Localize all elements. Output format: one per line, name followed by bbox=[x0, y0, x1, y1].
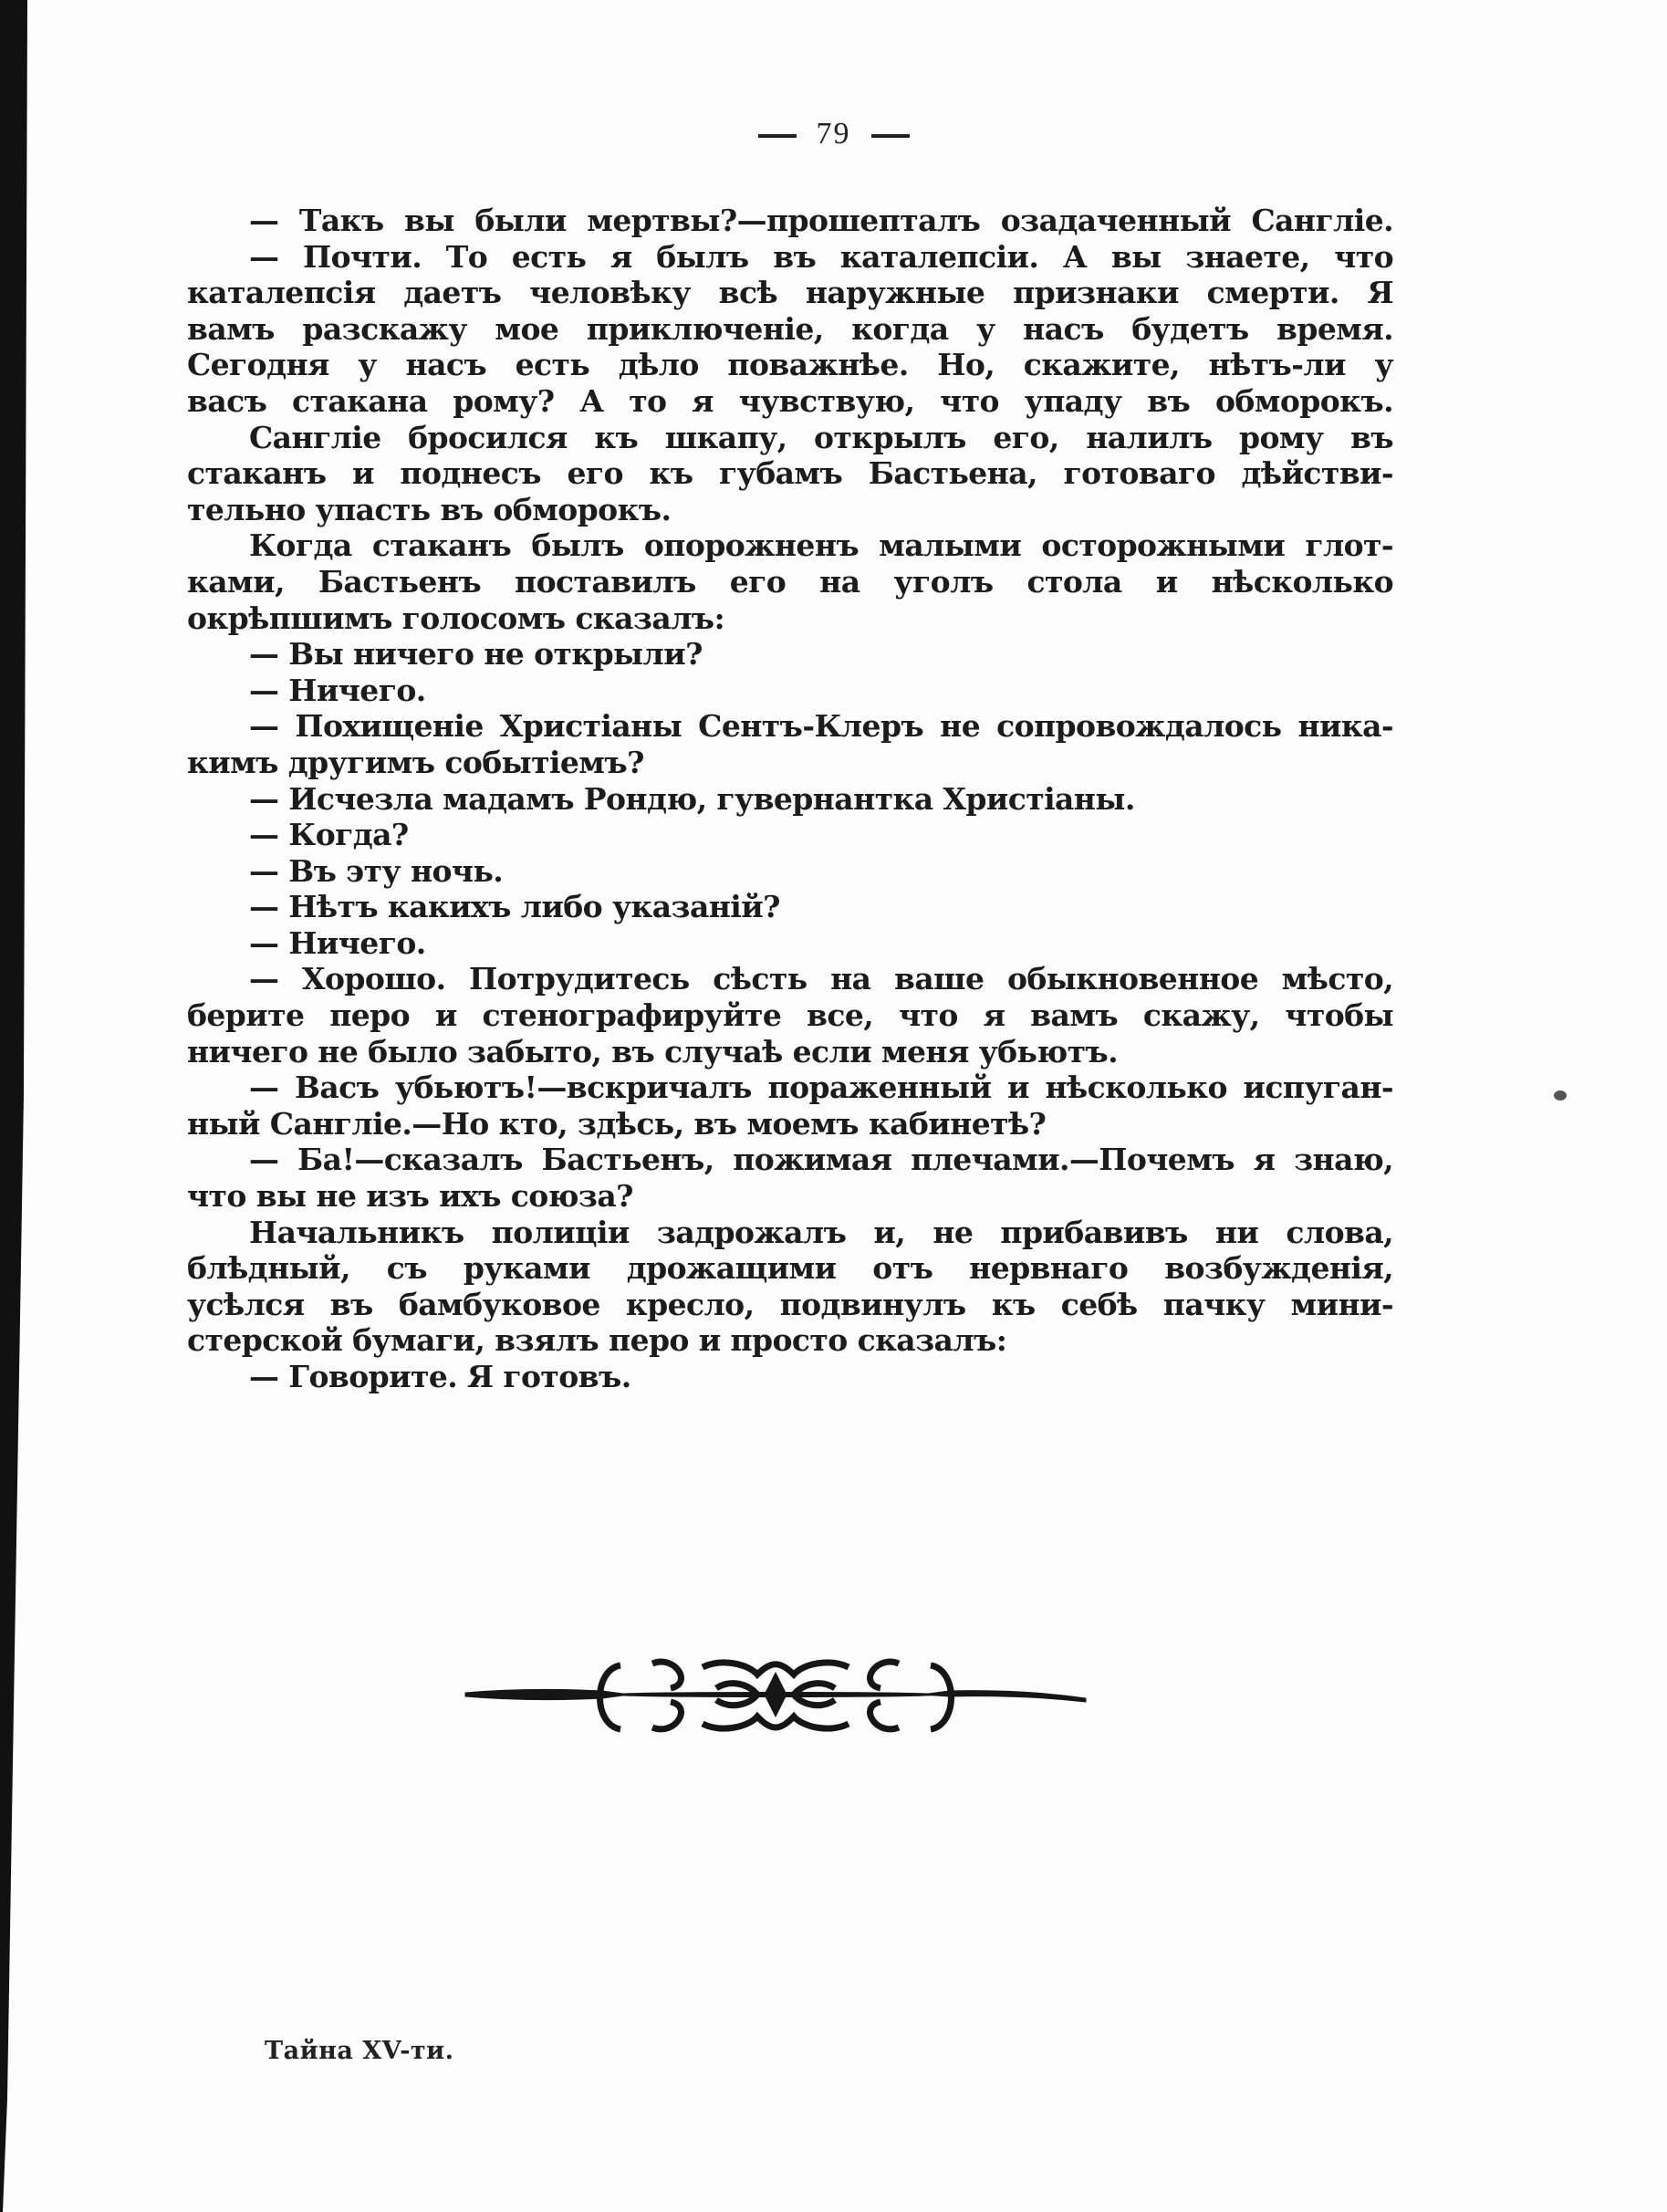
ornament-divider bbox=[456, 1647, 1095, 1748]
text-line: ками, Бастьенъ поставилъ его на уголъ стола и нѣсколько bbox=[187, 563, 1393, 600]
text-line: — Такъ вы были мертвы?—прошепталъ озадаченный Санглiе. bbox=[249, 203, 1393, 238]
book-title-footer: Тайна XV-ти. bbox=[265, 2037, 454, 2065]
text-line: — Когда? bbox=[249, 817, 409, 853]
text-line: Санглiе бросился къ шкапу, открылъ его, налилъ рому въ bbox=[249, 419, 1393, 455]
text-line: Сегодня у насъ есть дѣло поважнѣе. Но, скажите, нѣтъ-ли у bbox=[187, 347, 1393, 383]
text-line: кимъ другимъ событiемъ? bbox=[187, 744, 644, 780]
text-line: Когда стаканъ былъ опорожненъ малыми осторожными глот- bbox=[249, 527, 1393, 564]
dash-right bbox=[871, 134, 910, 138]
dash-left bbox=[758, 134, 797, 138]
text-line: стерской бумаги, взялъ перо и просто сказалъ: bbox=[187, 1322, 1007, 1359]
text-line: ный Санглiе.—Но кто, здѣсь, въ моемъ кабинетѣ? bbox=[187, 1105, 1047, 1142]
text-line: васъ стакана рому? А то я чувствую, что упаду въ обморокъ. bbox=[187, 382, 1393, 419]
page-number-header bbox=[0, 117, 1667, 151]
text-line: — Нѣтъ какихъ либо указанiй? bbox=[249, 889, 780, 925]
page-number: 79 bbox=[816, 117, 851, 151]
scan-speck bbox=[1554, 1090, 1567, 1101]
text-line: окрѣпшимъ голосомъ сказалъ: bbox=[187, 600, 725, 636]
text-line: — Ничего. bbox=[249, 672, 426, 708]
text-line: — Вы ничего не открыли? bbox=[249, 636, 703, 673]
text-line: вамъ разскажу мое приключенiе, когда у насъ будетъ время. bbox=[187, 310, 1393, 347]
text-line: — Васъ убьютъ!—вскричалъ пораженный и нѣсколько испуган- bbox=[249, 1069, 1393, 1106]
text-line: — Ничего. bbox=[249, 924, 426, 961]
text-line: усѣлся въ бамбуковое кресло, подвинулъ къ себѣ пачку мини- bbox=[187, 1286, 1393, 1322]
text-line: берите перо и стенографируйте все, что я вамъ скажу, чтобы bbox=[187, 997, 1393, 1034]
text-line: — Хорошо. Потрудитесь сѣсть на ваше обыкновенное мѣсто, bbox=[249, 961, 1393, 997]
text-line: блѣдный, съ руками дрожащими отъ нервнаго возбужденiя, bbox=[187, 1250, 1393, 1287]
text-line: — Исчезла мадамъ Рондю, гувернантка Христiаны. bbox=[249, 780, 1135, 817]
body-text bbox=[187, 203, 1393, 1395]
text-line: тельно упасть въ обморокъ. bbox=[187, 491, 672, 527]
text-line: ничего не было забыто, въ случаѣ если меня убьютъ. bbox=[187, 1033, 1119, 1069]
scan-edge-shadow bbox=[0, 0, 36, 2212]
text-line: — Похищенiе Христiаны Сентъ-Клеръ не сопровождалось ника- bbox=[249, 708, 1393, 745]
text-line: — Ба!—сказалъ Бастьенъ, пожимая плечами.—Почемъ я знаю, bbox=[249, 1142, 1393, 1178]
text-line: — Говорите. Я готовъ. bbox=[249, 1359, 631, 1394]
text-line: что вы не изъ ихъ союза? bbox=[187, 1178, 633, 1215]
text-line: — Почти. То есть я былъ въ каталепсiи. А вы знаете, что bbox=[249, 238, 1393, 275]
text-line: — Въ эту ночь. bbox=[249, 852, 504, 889]
text-line: Начальникъ полицiи задрожалъ и, не прибавивъ ни слова, bbox=[249, 1214, 1393, 1250]
text-line: стаканъ и поднесъ его къ губамъ Бастьена, готоваго дѣйстви- bbox=[187, 455, 1393, 492]
text-line: каталепсiя даетъ человѣку всѣ наружные признаки смерти. Я bbox=[187, 275, 1393, 311]
